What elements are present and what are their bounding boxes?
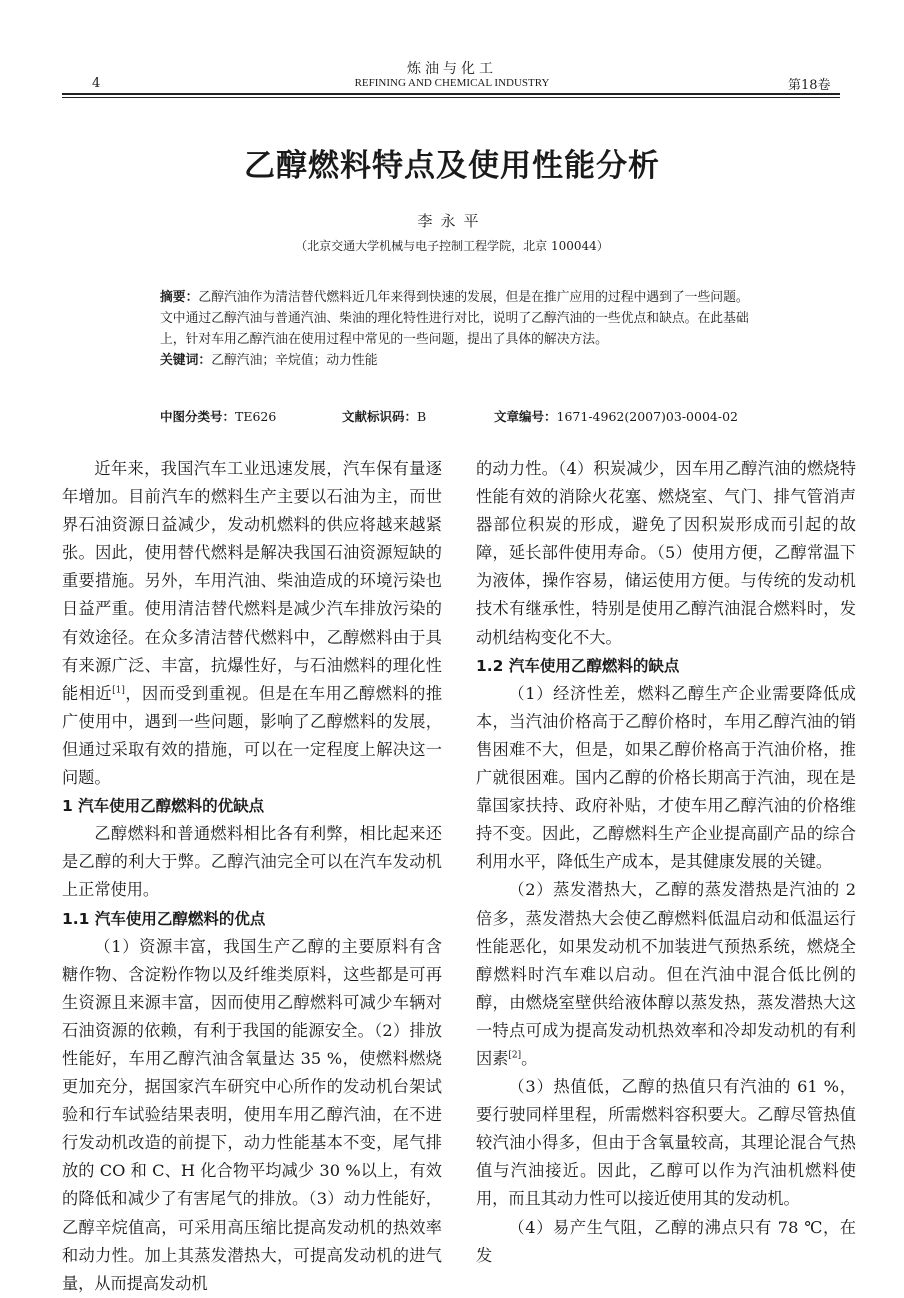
author: 李永平 (417, 212, 487, 230)
section-1-1-heading: 1.1 汽车使用乙醇燃料的优点 (62, 909, 266, 928)
advantages-continued: 的动力性。（4）积炭减少，因车用乙醇汽油的燃烧特性能有效的消除火花塞、燃烧室、气门、排气管消声器部位积炭的形成，避免了因积炭形成而引起的故障，延长部件使用寿命。（5）使用方便，乙醇常温下为液体，操作容易，储运使用方便。与传统的发动机技术有继承性，特别是使用乙醇汽油混合燃料时，发动机结构变化不大。 (476, 459, 856, 647)
volume-label: 第18卷 (788, 78, 831, 93)
keywords-label: 关键词： (160, 353, 212, 368)
article-label: 文章编号： (494, 409, 557, 424)
left-column (62, 455, 442, 1298)
intro-paragraph (62, 455, 442, 792)
disadvantage-2-text-b: 。 (521, 1048, 538, 1068)
doc-label: 文献标识码： (342, 409, 418, 424)
disadvantage-4: （4）易产生气阻，乙醇的沸点只有 78 ℃，在发 (476, 1217, 856, 1265)
clc-value: TE626 (235, 409, 277, 424)
abstract-text: 乙醇汽油作为清洁替代燃料近几年来得到快速的发展，但是在推广应用的过程中遇到了一些问题。文中通过乙醇汽油与普通汽油、柴油的理化特性进行对比，说明了乙醇汽油的一些优点和缺点。在此基础上，针对车用乙醇汽油在使用过程中常见的一些问题，提出了具体的解决方法。 (160, 290, 749, 347)
ref-2: [2] (508, 1050, 522, 1061)
section-1-2-heading: 1.2 汽车使用乙醇燃料的缺点 (476, 656, 680, 675)
journal-title-en: REFINING AND CHEMICAL INDUSTRY (354, 77, 550, 89)
section-1-heading: 1 汽车使用乙醇燃料的优缺点 (62, 797, 265, 816)
abstract-label: 摘要： (160, 290, 199, 305)
page-number: 4 (92, 76, 101, 91)
right-column (476, 455, 856, 1270)
disadvantage-2-text-a: （2）蒸发潜热大，乙醇的蒸发潜热是汽油的 2 倍多，蒸发潜热大会使乙醇燃料低温启动和低温运行性能恶化，如果发动机不加装进气预热系统，燃烧全醇燃料时汽车难以启动。但在汽油中混合低比例的醇，由燃烧室壁供给液体醇以蒸发热，蒸发潜热大这一特点可成为提高发动机热效率和冷却发动机的有利因素 (476, 880, 856, 1068)
classification-line (160, 407, 780, 425)
disadvantage-1: （1）经济性差，燃料乙醇生产企业需要降低成本，当汽油价格高于乙醇价格时，车用乙醇汽油的销售困难不大，但是，如果乙醇价格高于汽油价格，推广就很困难。国内乙醇的价格长期高于汽油，现在是靠国家扶持、政府补贴，才使车用乙醇汽油的价格维持不变。因此，乙醇燃料生产企业提高副产品的综合利用水平，降低生产成本，是其健康发展的关键。 (476, 683, 856, 872)
abstract (160, 287, 760, 371)
header-rule (62, 93, 840, 95)
doc-value: B (417, 409, 427, 424)
keywords (160, 350, 760, 371)
intro-text-b: ，因而受到重视。但是在车用乙醇燃料的推广使用中，遇到一些问题，影响了乙醇燃料的发展，但通过采取有效的措施，可以在一定程度上解决这一问题。 (62, 683, 443, 788)
paper-title: 乙醇燃料特点及使用性能分析 (244, 148, 660, 184)
header-rule-thin (62, 97, 840, 98)
intro-text-a: 近年来，我国汽车工业迅速发展，汽车保有量逐年增加。目前汽车的燃料生产主要以石油为主，而世界石油资源日益减少，发动机燃料的供应将越来越紧张。因此，使用替代燃料是解决我国石油资源短缺的重要措施。另外，车用汽油、柴油造成的环境污染也日益严重。使用清洁替代燃料是减少汽车排放污染的有效途径。在众多清洁替代燃料中，乙醇燃料由于具有来源广泛、丰富，抗爆性好，与石油燃料的理化性能相近 (62, 459, 442, 703)
affiliation: （北京交通大学机械与电子控制工程学院，北京 100044） (295, 239, 609, 253)
clc-label: 中图分类号： (160, 409, 236, 424)
article-value: 1671-4962(2007)03-0004-02 (556, 409, 738, 424)
advantages-paragraph: （1）资源丰富，我国生产乙醇的主要原料有含糖作物、含淀粉作物以及纤维类原料，这些都是可再生资源且来源丰富，因而使用乙醇燃料可减少车辆对石油资源的依赖，有利于我国的能源安全。（2）排放性能好，车用乙醇汽油含氧量达 35 %，使燃料燃烧更加充分，据国家汽车研究中心所作的发动机台架试验和行车试验结果表明，使用车用乙醇汽油，在不进行发动机改造的前提下，动力性能基本不变，尾气排放的 CO 和 C、H 化合物平均减少 30 %以上，有效的降低和减少了有害尾气的排放。（3）动力性能好，乙醇辛烷值高，可采用高压缩比提高发动机的热效率和动力性。加上其蒸发潜热大，可提高发动机的进气量，从而提高发动机 (62, 936, 442, 1293)
keywords-text: 乙醇汽油；辛烷值；动力性能 (211, 353, 378, 368)
section-1-paragraph: 乙醇燃料和普通燃料相比各有利弊，相比起来还是乙醇的利大于弊。乙醇汽油完全可以在汽车发动机上正常使用。 (62, 824, 442, 900)
journal-title-cn: 炼油与化工 (407, 61, 497, 77)
ref-1: [1] (112, 685, 125, 696)
disadvantage-2 (476, 876, 856, 1073)
disadvantage-3: （3）热值低，乙醇的热值只有汽油的 61 %，要行驶同样里程，所需燃料容积要大。乙醇尽管热值较汽油小得多，但由于含氧量较高，其理论混合气热值与汽油接近。因此，乙醇可以作为汽油机燃料使用，而且其动力性可以接近使用其的发动机。 (476, 1077, 856, 1209)
